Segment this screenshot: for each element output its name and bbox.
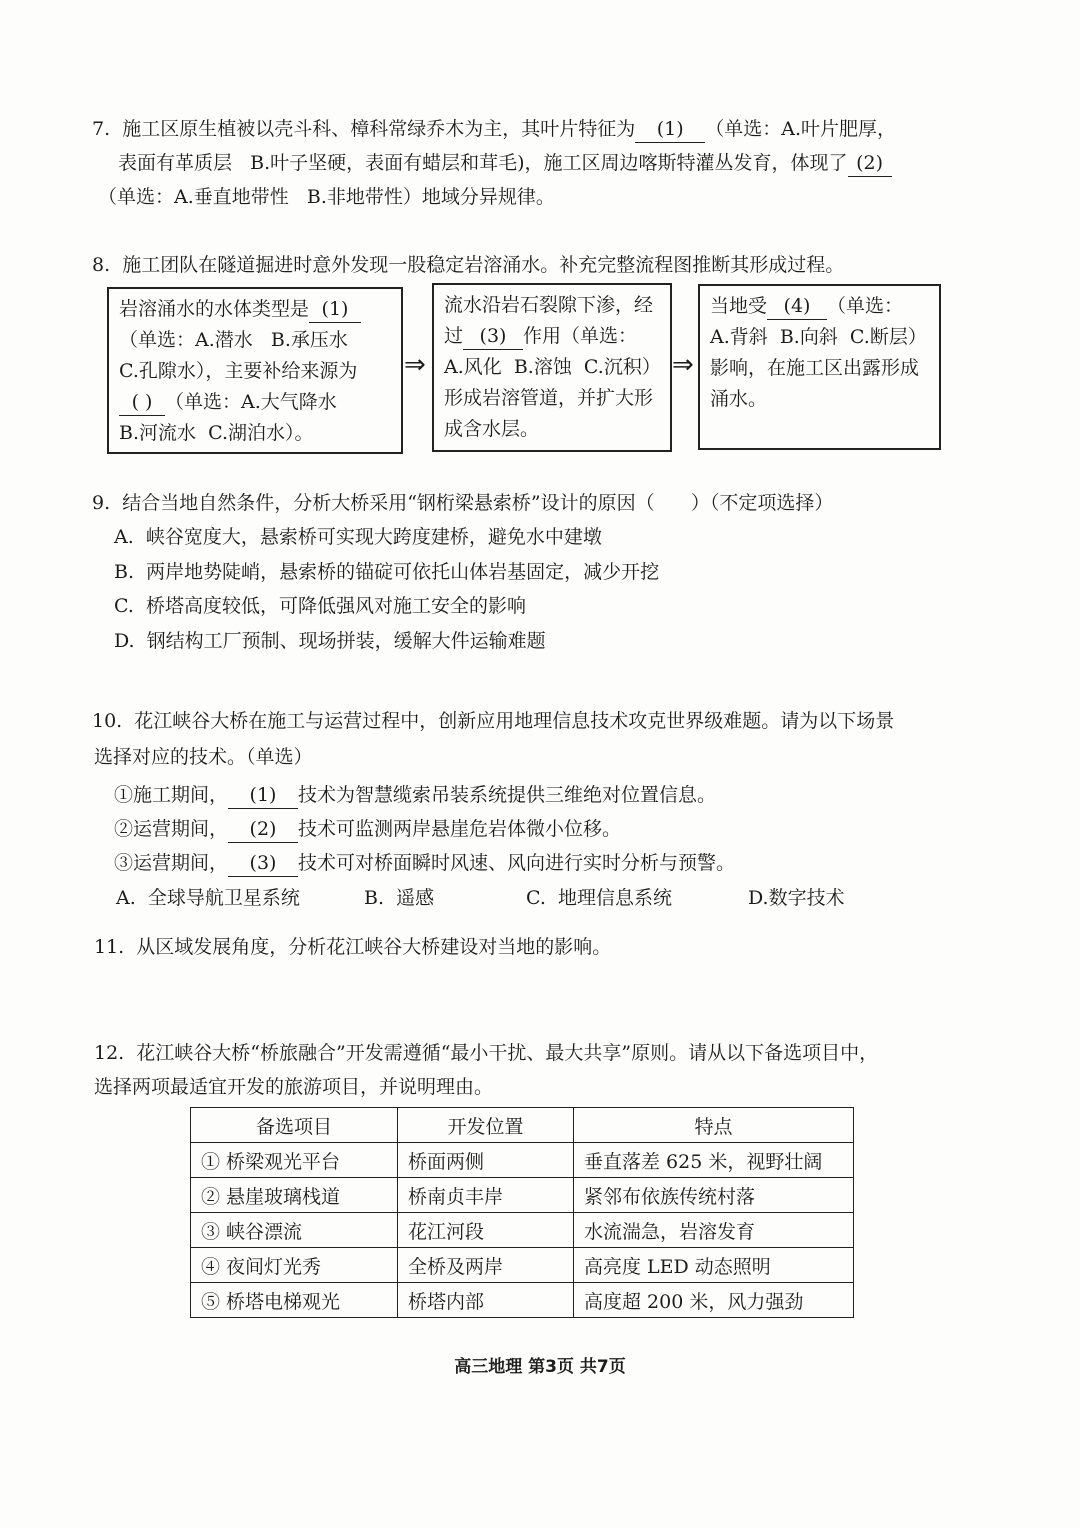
q7-blank-1[interactable]: (1) bbox=[635, 116, 705, 143]
question-7-line-3 bbox=[98, 180, 555, 214]
box1-text: （单选：A.大气降水 bbox=[165, 391, 337, 413]
q8-blank-3[interactable]: (3) bbox=[463, 323, 523, 350]
q10-blank-1[interactable]: (1) bbox=[228, 782, 298, 809]
table-cell: 花江河段 bbox=[398, 1213, 574, 1248]
question-7 bbox=[92, 112, 896, 146]
box1-text: C.孔隙水），主要补给来源为 bbox=[119, 360, 358, 382]
table-header-row bbox=[191, 1108, 854, 1143]
box2-text: 形成岩溶管道，并扩大形 bbox=[444, 387, 654, 409]
table-cell: ⑤ 桥塔电梯观光 bbox=[191, 1283, 398, 1318]
table-row bbox=[191, 1143, 854, 1178]
table-cell: 高度超 200 米，风力强劲 bbox=[574, 1283, 854, 1318]
q10-text: 技术可对桥面瞬时风速、风向进行实时分析与预警。 bbox=[298, 852, 736, 874]
q10-text: 技术可监测两岸悬崖危岩体微小位移。 bbox=[298, 818, 622, 840]
box3-text: 涌水。 bbox=[710, 388, 768, 410]
table-cell: ① 桥梁观光平台 bbox=[191, 1143, 398, 1178]
box3-text: （单选： bbox=[827, 295, 904, 317]
question-10-line-1: 10. 花江峡谷大桥在施工与运营过程中，创新应用地理信息技术攻克世界级难题。请为以下场景 bbox=[92, 710, 895, 732]
q10-option-b[interactable]: B. 遥感 bbox=[364, 887, 435, 909]
question-12-line-2: 选择两项最适宜开发的旅游项目，并说明理由。 bbox=[94, 1076, 494, 1098]
column-header: 开发位置 bbox=[398, 1108, 574, 1143]
q9-option-d[interactable]: D. 钢结构工厂预制、现场拼装，缓解大件运输难题 bbox=[114, 630, 546, 652]
q10-option-a[interactable]: A. 全球导航卫星系统 bbox=[116, 887, 300, 909]
q7-text: 表面有革质层 B.叶子坚硬，表面有蜡层和茸毛)，施工区周边喀斯特灌丛发育，体现了 bbox=[118, 152, 848, 174]
table-row bbox=[191, 1248, 854, 1283]
table-cell: 高亮度 LED 动态照明 bbox=[574, 1248, 854, 1283]
box1-text: B.河流水 C.湖泊水）。 bbox=[119, 422, 314, 444]
table-cell: 桥面两侧 bbox=[398, 1143, 574, 1178]
q7-text: （单选：A.垂直地带性 B.非地带性）地域分异规律。 bbox=[98, 186, 555, 208]
table-cell: 水流湍急，岩溶发育 bbox=[574, 1213, 854, 1248]
box3-text: 影响，在施工区出露形成 bbox=[710, 357, 920, 379]
box2-text: A.风化 B.溶蚀 C.沉积） bbox=[444, 356, 661, 378]
table-cell: 紧邻布依族传统村落 bbox=[574, 1178, 854, 1213]
page-footer: 高三地理 第3页 共7页 bbox=[454, 1357, 626, 1377]
table-row bbox=[191, 1283, 854, 1318]
q9-option-a[interactable]: A. 峡谷宽度大，悬索桥可实现大跨度建桥，避免水中建墩 bbox=[114, 526, 602, 548]
q10-scenario-3 bbox=[114, 846, 735, 880]
table-cell: ② 悬崖玻璃栈道 bbox=[191, 1178, 398, 1213]
table-cell: ③ 峡谷漂流 bbox=[191, 1213, 398, 1248]
table-cell: 全桥及两岸 bbox=[398, 1248, 574, 1283]
box2-text: 成含水层。 bbox=[444, 418, 540, 440]
column-header: 特点 bbox=[574, 1108, 854, 1143]
q9-option-b[interactable]: B. 两岸地势陡峭，悬索桥的锚碇可依托山体岩基固定，减少开挖 bbox=[114, 561, 660, 583]
table-cell: 垂直落差 625 米，视野壮阔 bbox=[574, 1143, 854, 1178]
question-10-line-2: 选择对应的技术。（单选） bbox=[94, 746, 313, 768]
q10-scenario-2 bbox=[114, 812, 621, 846]
q7-text: 7. 施工区原生植被以壳斗科、樟科常绿乔木为主，其叶片特征为 bbox=[92, 118, 636, 140]
q8-blank-1[interactable]: (1) bbox=[309, 296, 361, 323]
q10-text: 技术为智慧缆索吊装系统提供三维绝对位置信息。 bbox=[298, 784, 717, 806]
tourism-options-table bbox=[190, 1107, 854, 1318]
q10-text: ①施工期间， bbox=[114, 784, 229, 806]
q7-blank-2[interactable]: (2) bbox=[848, 150, 892, 177]
column-header: 备选项目 bbox=[191, 1108, 398, 1143]
table-row bbox=[191, 1178, 854, 1213]
box2-text: 作用（单选： bbox=[523, 325, 638, 347]
box3-text: A.背斜 B.向斜 C.断层） bbox=[710, 326, 927, 348]
q10-option-d[interactable]: D.数字技术 bbox=[748, 887, 845, 909]
q10-scenario-1 bbox=[114, 778, 716, 812]
q7-text: （单选：A.叶片肥厚， bbox=[705, 118, 896, 140]
question-12-line-1: 12. 花江峡谷大桥“桥旅融合”开发需遵循“最小干扰、最大共享”原则。请从以下备选项目中， bbox=[94, 1042, 879, 1064]
flow-box-2 bbox=[432, 283, 672, 452]
question-11-stem: 11. 从区域发展角度，分析花江峡谷大桥建设对当地的影响。 bbox=[94, 936, 612, 958]
q10-option-c[interactable]: C. 地理信息系统 bbox=[526, 887, 672, 909]
question-9-stem: 9. 结合当地自然条件，分析大桥采用“钢桁梁悬索桥”设计的原因（ ）（不定项选择） bbox=[92, 492, 834, 514]
double-arrow-right-icon: ⇒ bbox=[672, 350, 694, 380]
box1-text: （单选：A.潜水 B.承压水 bbox=[119, 329, 348, 351]
q10-text: ③运营期间， bbox=[114, 852, 229, 874]
flow-box-1 bbox=[107, 287, 403, 454]
table-cell: 桥南贞丰岸 bbox=[398, 1178, 574, 1213]
box3-text: 当地受 bbox=[710, 295, 768, 317]
box2-text: 过 bbox=[444, 325, 464, 347]
table-cell: 桥塔内部 bbox=[398, 1283, 574, 1318]
question-8-intro: 8. 施工团队在隧道掘进时意外发现一股稳定岩溶涌水。补充完整流程图推断其形成过程。 bbox=[92, 254, 845, 276]
box1-text: 岩溶涌水的水体类型是 bbox=[119, 298, 310, 320]
q8-blank-2[interactable]: ( ) bbox=[119, 389, 165, 416]
flow-box-3 bbox=[698, 284, 941, 450]
q8-blank-4[interactable]: (4) bbox=[767, 293, 827, 320]
q10-blank-2[interactable]: (2) bbox=[228, 816, 298, 843]
box2-text: 流水沿岩石裂隙下渗，经 bbox=[444, 294, 654, 316]
double-arrow-right-icon: ⇒ bbox=[404, 350, 426, 380]
table-row bbox=[191, 1213, 854, 1248]
table-cell: ④ 夜间灯光秀 bbox=[191, 1248, 398, 1283]
q9-option-c[interactable]: C. 桥塔高度较低，可降低强风对施工安全的影响 bbox=[114, 595, 526, 617]
q10-blank-3[interactable]: (3) bbox=[228, 850, 298, 877]
question-7-line-2 bbox=[118, 146, 892, 180]
q10-text: ②运营期间， bbox=[114, 818, 229, 840]
